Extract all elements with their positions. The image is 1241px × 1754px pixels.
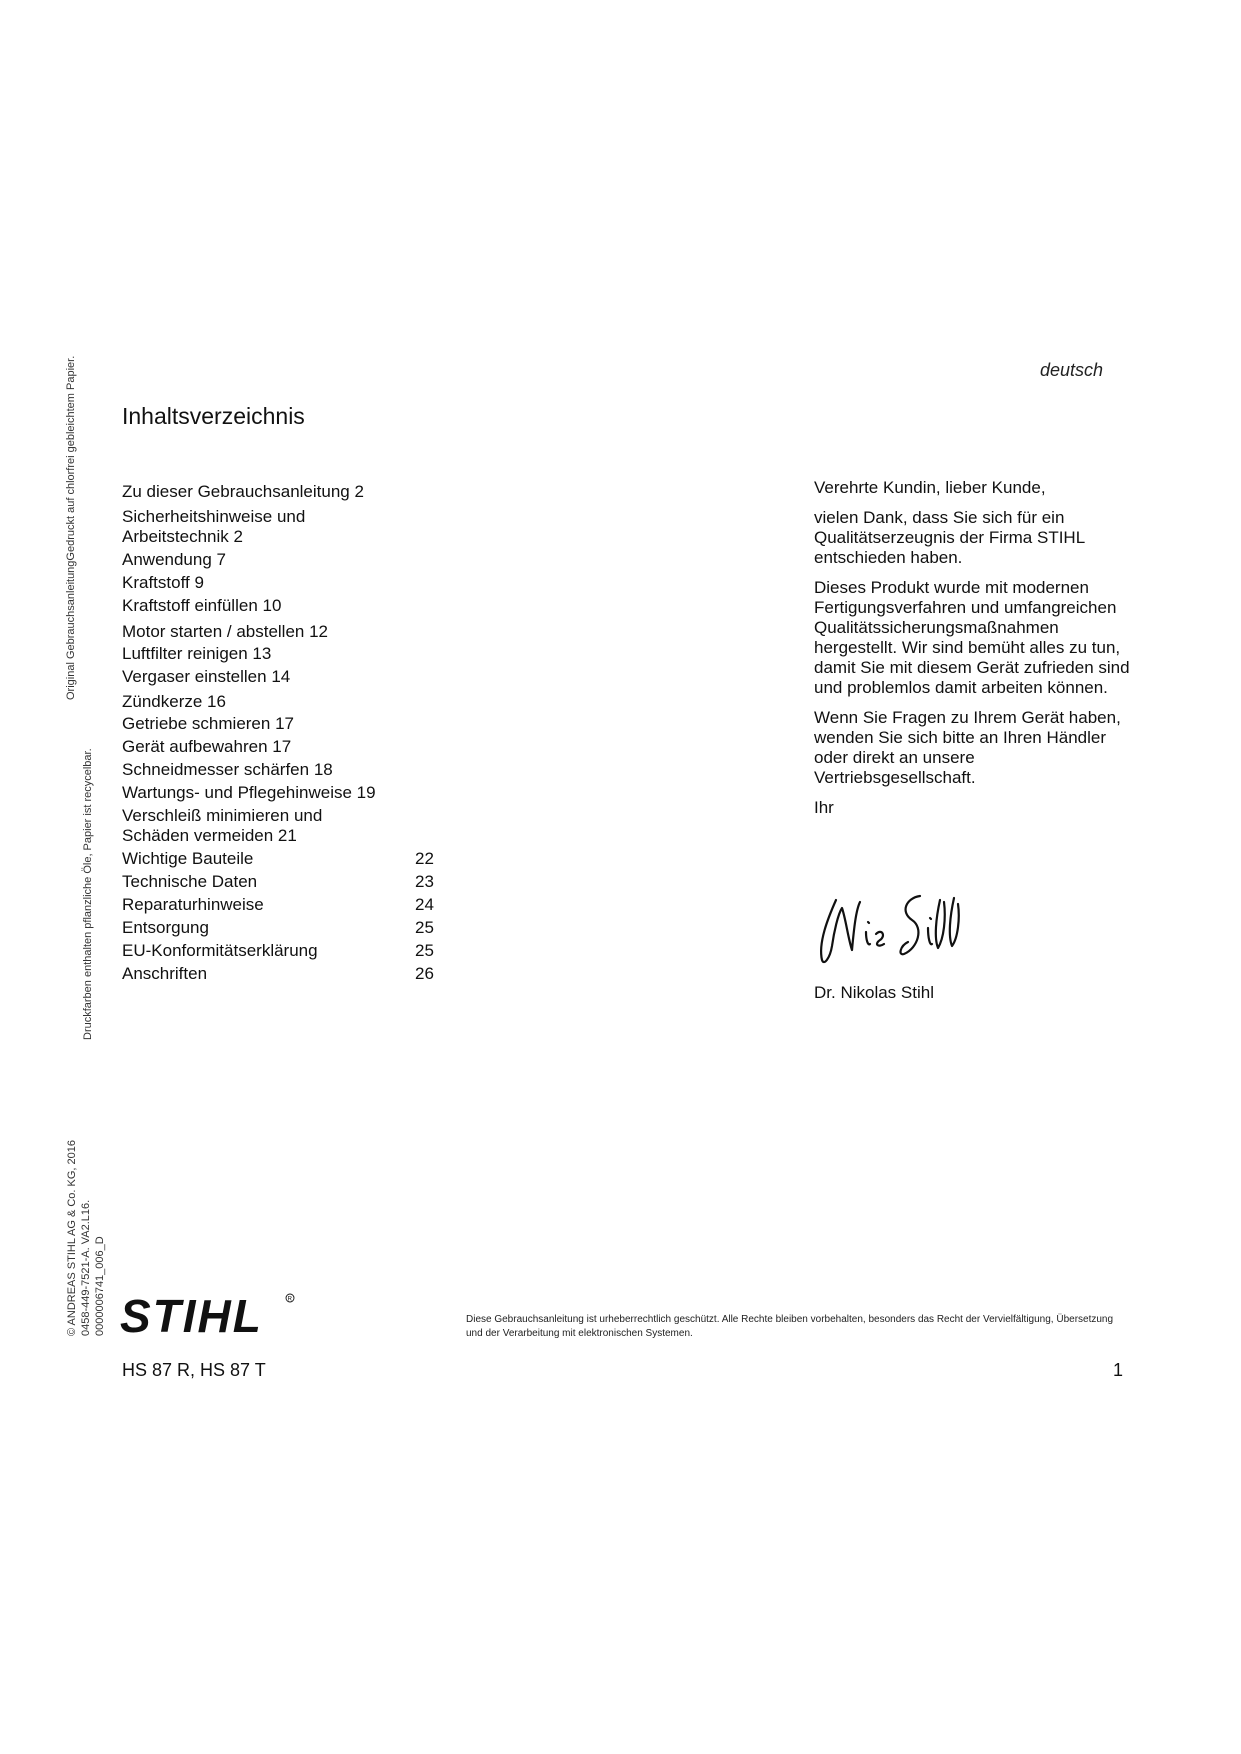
toc-entry-text: Technische Daten: [122, 872, 258, 891]
toc-entry-page: 26: [415, 964, 434, 983]
copyright-text: © ANDREAS STIHL AG & Co. KG, 2016: [66, 1140, 78, 1336]
toc-entry-text: Getriebe schmieren 17: [122, 714, 294, 733]
toc-entry-page: 22: [415, 849, 434, 868]
toc-entry: [122, 872, 442, 892]
toc-entry-text: Zu dieser Gebrauchsanleitung 2: [122, 482, 364, 501]
toc-entry-text: Gerät aufbewahren 17: [122, 737, 292, 756]
doc-id: 0000006741_006_D: [94, 1236, 106, 1336]
toc-entry-page: 23: [415, 872, 434, 891]
toc-list: [122, 482, 442, 984]
svg-text:R: R: [287, 1296, 292, 1303]
toc-entry: [122, 918, 442, 938]
model-designation: HS 87 R, HS 87 T: [122, 1360, 266, 1380]
logo-text: STIHL: [120, 1290, 263, 1338]
welcome-letter: [814, 478, 1134, 828]
letter-closing: Ihr: [814, 798, 834, 817]
toc-entry-text: Schneidmesser schärfen 18: [122, 760, 333, 779]
letter-salutation: Verehrte Kundin, lieber Kunde,: [814, 478, 1046, 497]
toc-entry: [122, 714, 442, 734]
toc-entry: [122, 737, 442, 757]
print-note: Original GebrauchsanleitungGedruckt auf chlorfrei gebleichtem Papier.: [65, 355, 77, 700]
toc-title: Inhaltsverzeichnis: [122, 403, 305, 429]
handwritten-signature: [808, 888, 978, 978]
toc-entry: [122, 507, 442, 547]
toc-entry: [122, 692, 442, 712]
toc-entry-text: Entsorgung: [122, 918, 209, 937]
letter-paragraph-3: Wenn Sie Fragen zu Ihrem Gerät haben, wenden Sie sich bitte an Ihren Händler oder direkt an unsere Vertriebsgesellschaft.: [814, 708, 1121, 787]
toc-entry-text: Kraftstoff 9: [122, 573, 204, 592]
toc-entry-text: Vergaser einstellen 14: [122, 667, 291, 686]
toc-entry: [122, 806, 442, 846]
toc-entry-text: EU-Konformitätserklärung: [122, 941, 318, 960]
toc-entry-text: Verschleiß minimieren und: [122, 806, 323, 825]
toc-entry: [122, 596, 442, 616]
toc-entry: [122, 573, 442, 593]
signer-name: Dr. Nikolas Stihl: [814, 983, 934, 1002]
toc-entry-text: Sicherheitshinweise und: [122, 507, 306, 526]
toc-entry-text: Wartungs- und Pflegehinweise 19: [122, 783, 376, 802]
letter-paragraph-1: vielen Dank, dass Sie sich für ein Qualitätserzeugnis der Firma STIHL entschieden haben.: [814, 508, 1085, 567]
toc-entry: [122, 622, 442, 642]
toc-entry-page: 24: [415, 895, 434, 914]
ink-note: Druckfarben enthalten pflanzliche Öle, Papier ist recycelbar.: [82, 748, 94, 1040]
toc-entry-text: Wichtige Bauteile: [122, 849, 254, 868]
letter-paragraph-2: Dieses Produkt wurde mit modernen Fertigungsverfahren und umfangreichen Qualitätssicherungsmaßnahmen hergestellt. Wir sind bemüht alles zu tun, damit Sie mit diesem Gerät zufrieden sind und problemlos damit arbeiten können.: [814, 578, 1130, 697]
page-number: 1: [1113, 1360, 1124, 1380]
toc-entry: [122, 964, 442, 984]
toc-entry: [122, 849, 442, 869]
toc-entry-text: Motor starten / abstellen 12: [122, 622, 329, 641]
language-label: deutsch: [1040, 360, 1104, 380]
toc-entry-text: Anwendung 7: [122, 550, 226, 569]
toc-entry: [122, 760, 442, 780]
toc-entry-text: Kraftstoff einfüllen 10: [122, 596, 282, 615]
doc-number: 0458-449-7521-A. VA2.L16.: [80, 1199, 92, 1336]
toc-entry-text-continued: Arbeitstechnik 2: [122, 527, 243, 546]
copyright-notice: Diese Gebrauchsanleitung ist urheberrechtlich geschützt. Alle Rechte bleiben vorbehalten, besonders das Recht der Vervielfältigung, Übersetzung und der Verarbeitung mit elektronischen Systemen.: [466, 1314, 1114, 1339]
toc-entry: [122, 941, 442, 961]
toc-entry: [122, 644, 442, 664]
toc-entry: [122, 482, 442, 502]
stihl-logo: [120, 1290, 300, 1338]
toc-entry-page: 25: [415, 941, 434, 960]
copyright-block: [65, 1140, 107, 1336]
toc-entry: [122, 550, 442, 570]
toc-entry: [122, 895, 442, 915]
toc-entry-text: Reparaturhinweise: [122, 895, 264, 914]
toc-entry-text: Luftfilter reinigen 13: [122, 644, 272, 663]
toc-entry-text-continued: Schäden vermeiden 21: [122, 826, 297, 845]
toc-entry-text: Anschriften: [122, 964, 208, 983]
toc-entry-page: 25: [415, 918, 434, 937]
toc-entry-text: Zündkerze 16: [122, 692, 226, 711]
toc-entry: [122, 783, 442, 803]
toc-entry: [122, 667, 442, 687]
